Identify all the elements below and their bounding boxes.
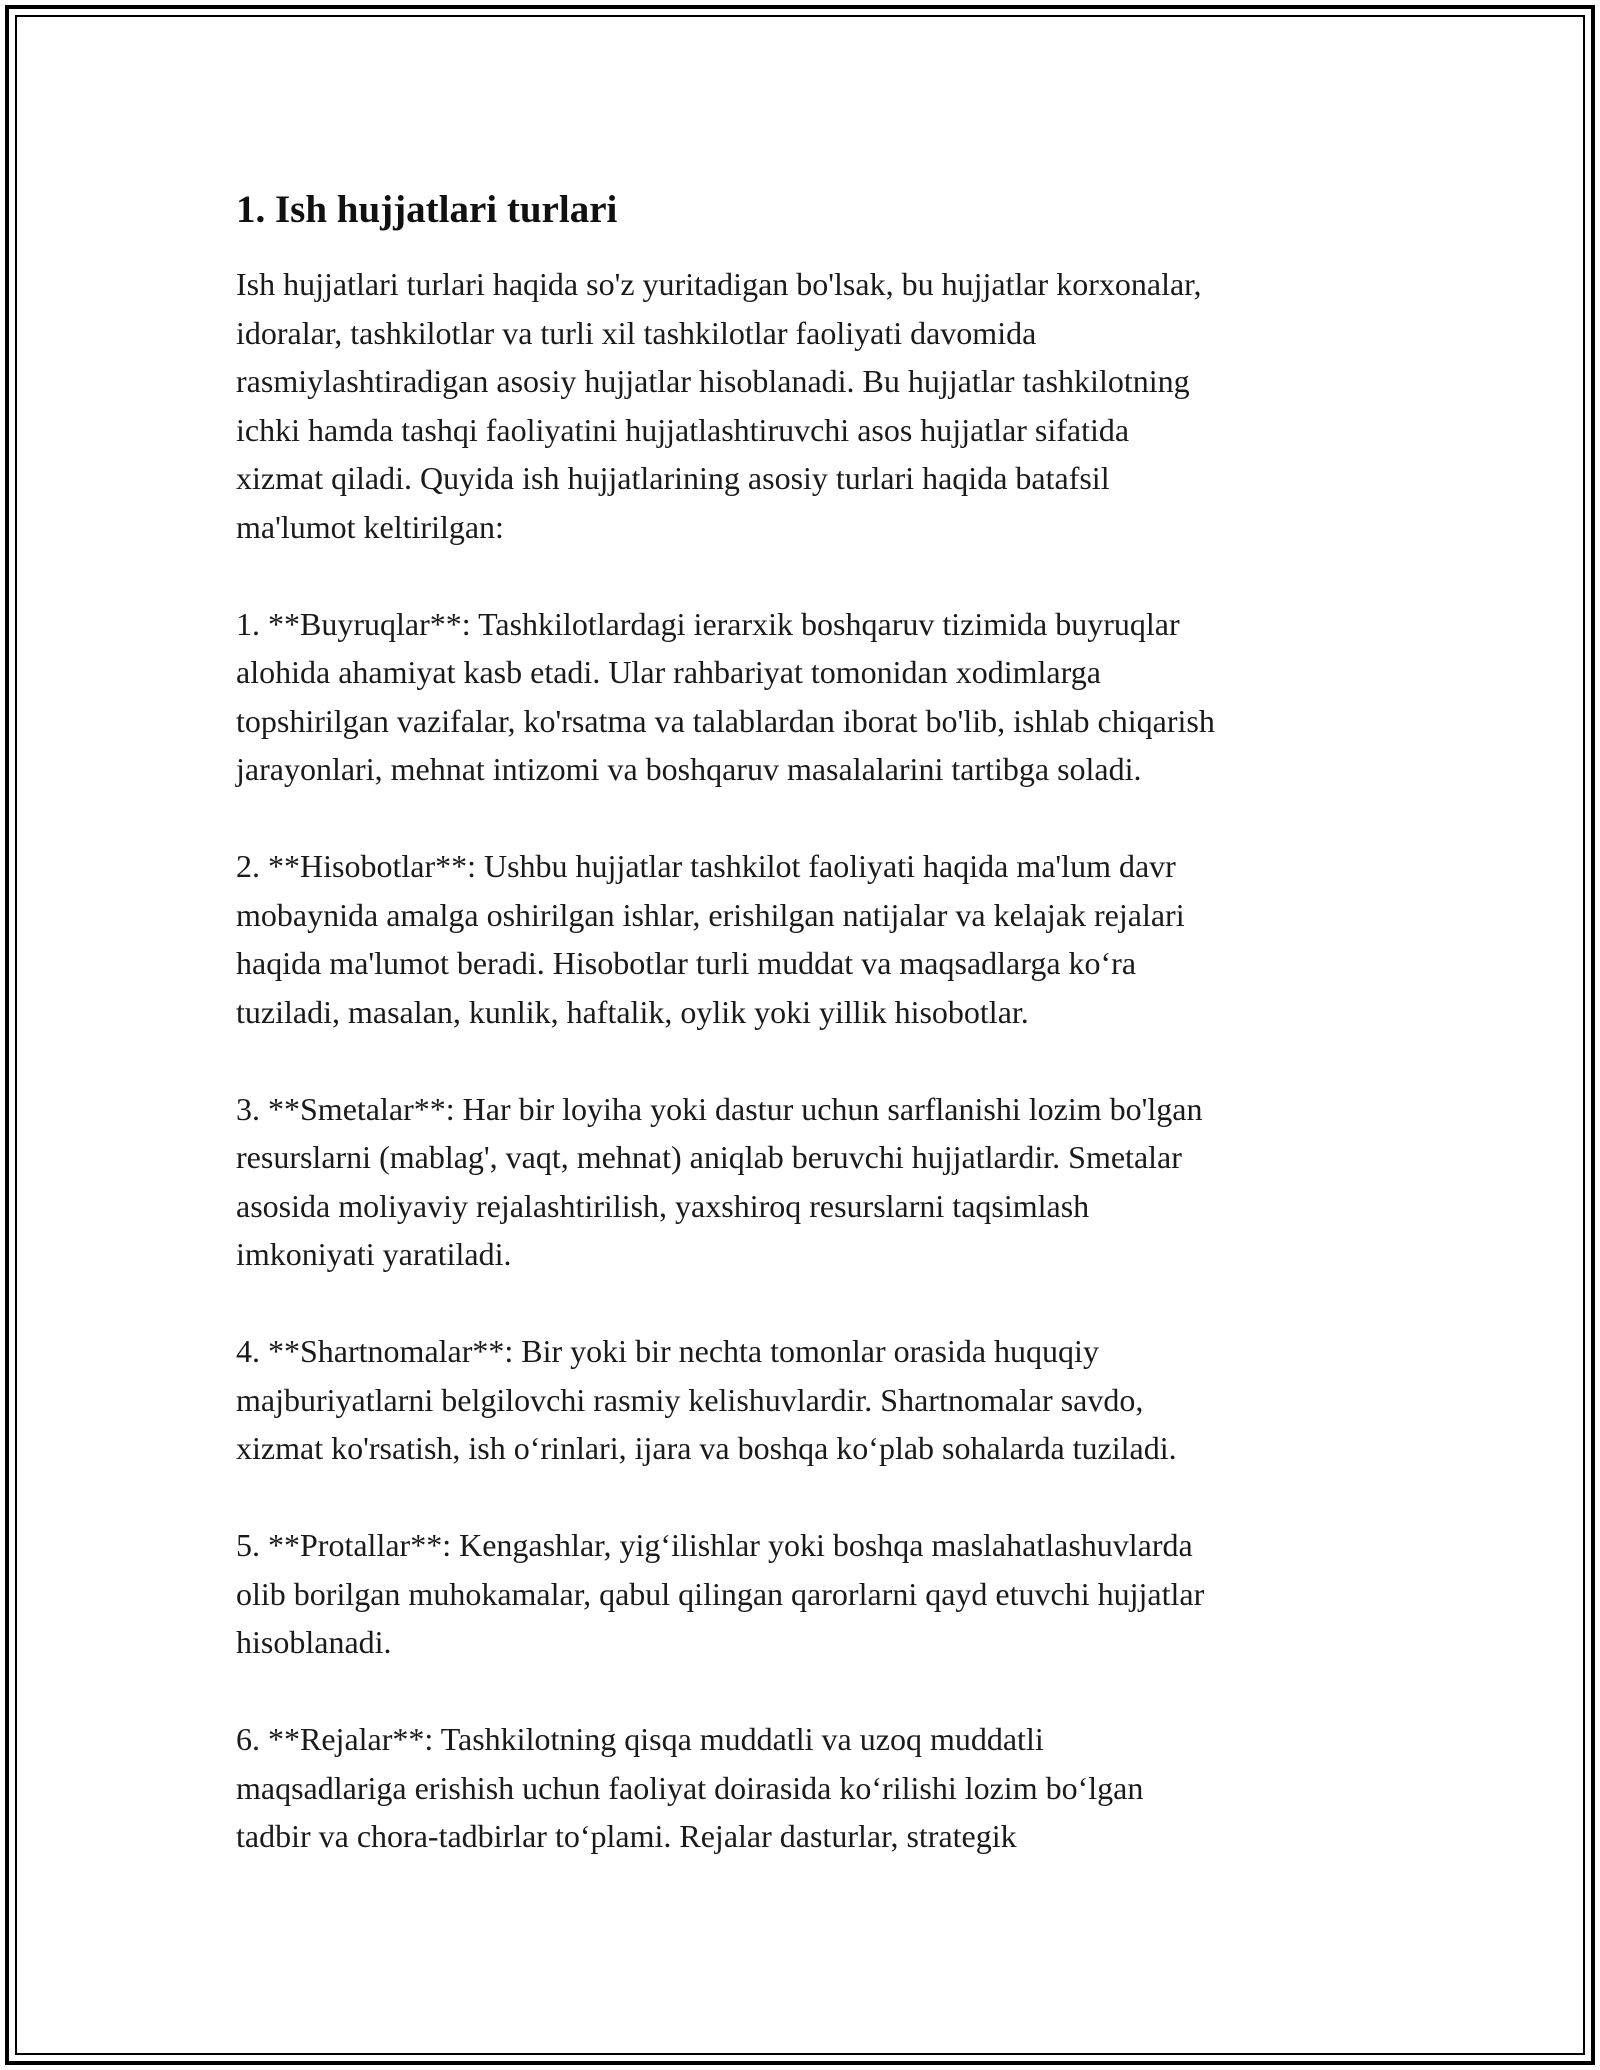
list-item-rejalar: 6. **Rejalar**: Tashkilotning qisqa muddatli va uzoq muddatli maqsadlariga erishish uchun faoliyat doirasida ko‘rilishi lozim bo‘lgan tadbir va chora-tadbirlar to‘plami. Rejalar dasturlar, strategik <box>236 1721 1144 1854</box>
list-item-buyruqlar: 1. **Buyruqlar**: Tashkilotlardagi ierarxik boshqaruv tizimida buyruqlar alohida ahamiyat kasb etadi. Ular rahbariyat tomonidan xodimlarga topshirilgan vazifalar, ko'rsatma va talablardan iborat bo'lib, ishlab chiqarish jarayonlari, mehnat intizomi va boshqaruv masalalarini tartibga soladi. <box>236 605 1215 787</box>
intro-paragraph: Ish hujjatlari turlari haqida so'z yuritadigan bo'lsak, bu hujjatlar korxonalar, idoralar, tashkilotlar va turli xil tashkilotlar faoliyati davomida rasmiylashtiradigan asosiy hujjatlar hisoblanadi. Bu hujjatlar tashkilotning ichki hamda tashqi faoliyatini hujjatlashtiruvchi asos hujjatlar sifatida xizmat qiladi. Quyida ish hujjatlarining asosiy turlari haqida batafsil ma'lumot keltirilgan: <box>236 266 1202 545</box>
document-body <box>236 186 1366 1909</box>
list-item-hisobotlar: 2. **Hisobotlar**: Ushbu hujjatlar tashkilot faoliyati haqida ma'lum davr mobaynida amalga oshirilgan ishlar, erishilgan natijalar va kelajak rejalari haqida ma'lumot beradi. Hisobotlar turli muddat va maqsadlarga ko‘ra tuziladi, masalan, kunlik, haftalik, oylik yoki yillik hisobotlar. <box>236 848 1185 1030</box>
list-item-protallar: 5. **Protallar**: Kengashlar, yig‘ilishlar yoki boshqa maslahatlashuvlarda olib borilgan muhokamalar, qabul qilingan qarorlarni qayd etuvchi hujjatlar hisoblanadi. <box>236 1527 1205 1660</box>
list-item-shartnomalar: 4. **Shartnomalar**: Bir yoki bir nechta tomonlar orasida huquqiy majburiyatlarni belgilovchi rasmiy kelishuvlardir. Shartnomalar savdo, xizmat ko'rsatish, ish o‘rinlari, ijara va boshqa ko‘plab sohalarda tuziladi. <box>236 1333 1177 1466</box>
list-item-smetalar: 3. **Smetalar**: Har bir loyiha yoki dastur uchun sarflanishi lozim bo'lgan resurslarni (mablag', vaqt, mehnat) aniqlab beruvchi hujjatlardir. Smetalar asosida moliyaviy rejalashtirilish, yaxshiroq resurslarni taqsimlash imkoniyati yaratiladi. <box>236 1090 1203 1272</box>
document-title: 1. Ish hujjatlari turlari <box>236 188 618 231</box>
